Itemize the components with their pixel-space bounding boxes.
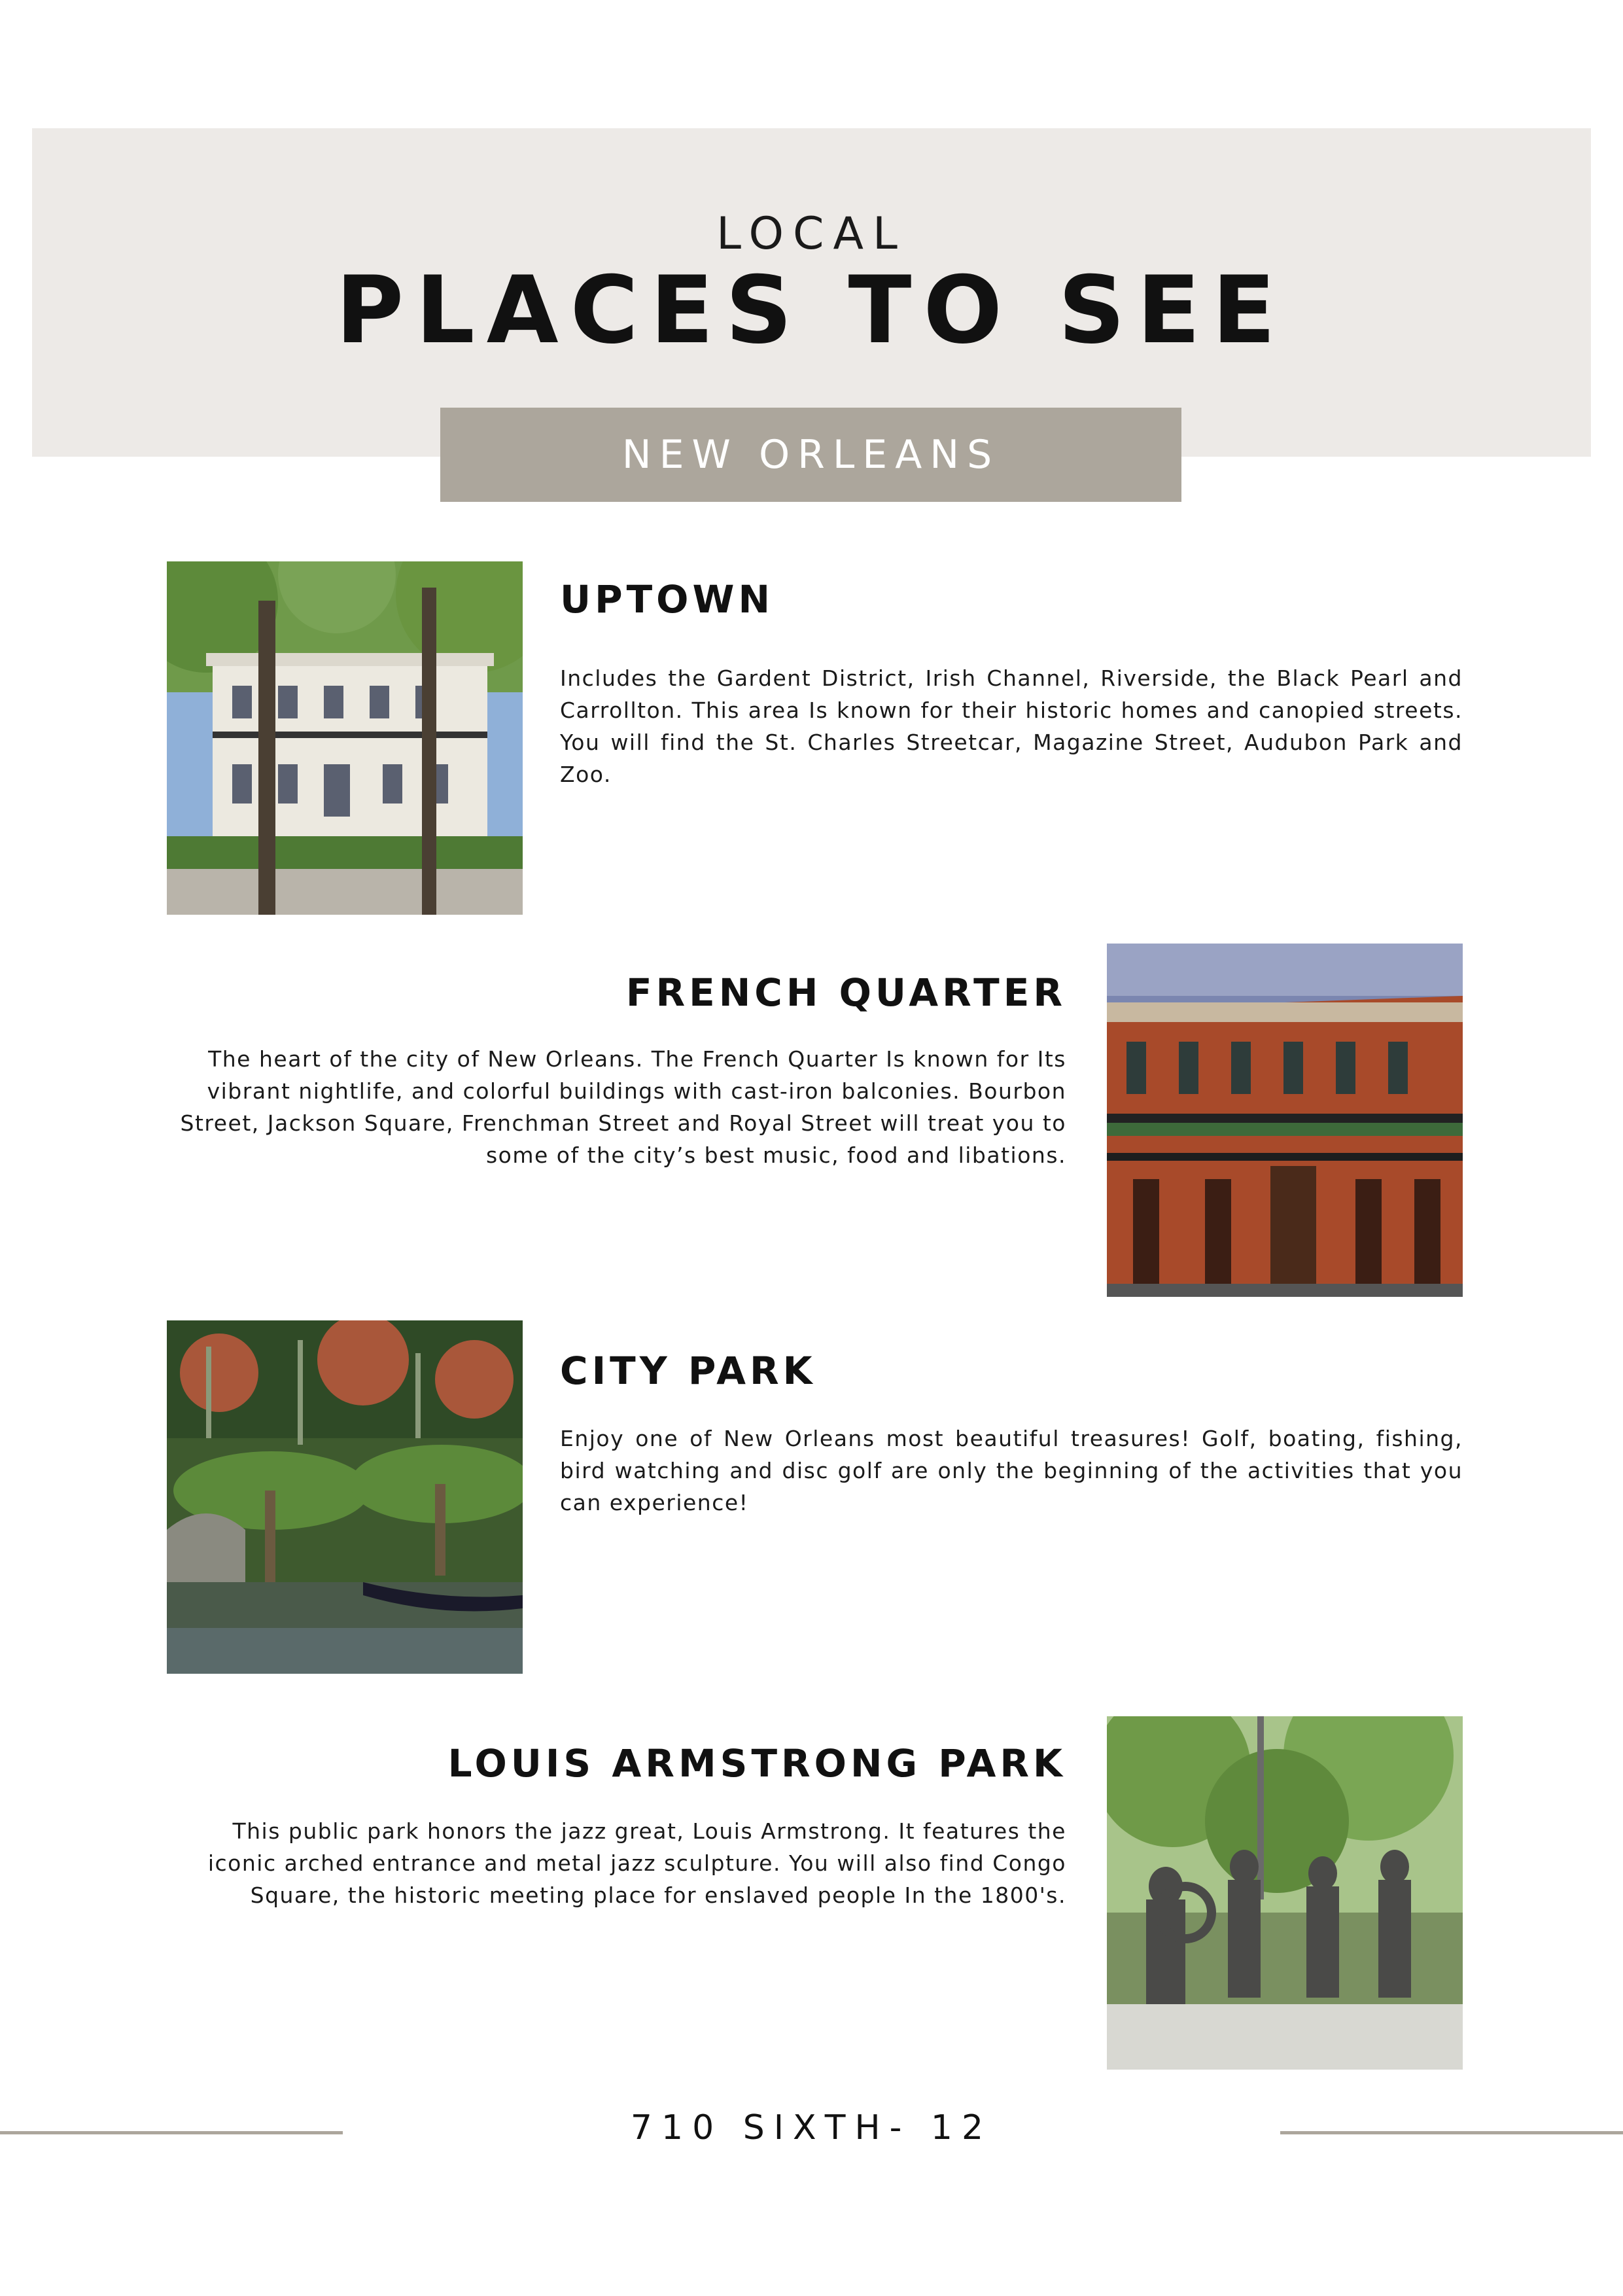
uptown-body: Includes the Gardent District, Irish Channel, Riverside, the Black Pearl and Carrollton. This area Is known for their historic homes and canopied streets. You will find the St. Charles Streetcar, Magazine Street, Audubon Park and Zoo. [560,665,1463,787]
french-quarter-body: The heart of the city of New Orleans. The French Quarter Is known for Its vibrant nightlife, and colorful buildings with cast-iron balconies. Bourbon Street, Jackson Square, Frenchman Street and Royal Street will treat you to some of the city’s best music, food and libations. [180,1046,1066,1168]
french-quarter-heading: FRENCH QUARTER [625,970,1066,1015]
armstrong-sculpture-photo [1107,1716,1463,2070]
armstrong-park-heading: LOUIS ARMSTRONG PARK [447,1741,1066,1786]
subtitle-band [440,408,1181,502]
footer-rule-right [1280,2131,1623,2134]
city-park-photo [167,1320,523,1674]
city-park-body: Enjoy one of New Orleans most beautiful treasures! Golf, boating, fishing, bird watching and disc golf are only the beginning of the activities that you can experience! [560,1426,1463,1515]
french-quarter-building-photo [1107,944,1463,1297]
city-park-heading: CITY PARK [560,1349,816,1393]
page-title: PLACES TO SEE [336,256,1287,364]
uptown-house-photo [167,561,523,915]
armstrong-park-body: This public park honors the jazz great, Louis Armstrong. It features the iconic arched entrance and metal jazz sculpture. You will also find Congo Square, the historic meeting place for enslaved people In the 1800's. [207,1818,1066,1908]
page-subtitle: NEW ORLEANS [621,432,1000,478]
page-kicker: LOCAL [716,208,907,260]
uptown-heading: UPTOWN [560,577,774,622]
footer-text: 710 SIXTH- 12 [630,2108,993,2147]
